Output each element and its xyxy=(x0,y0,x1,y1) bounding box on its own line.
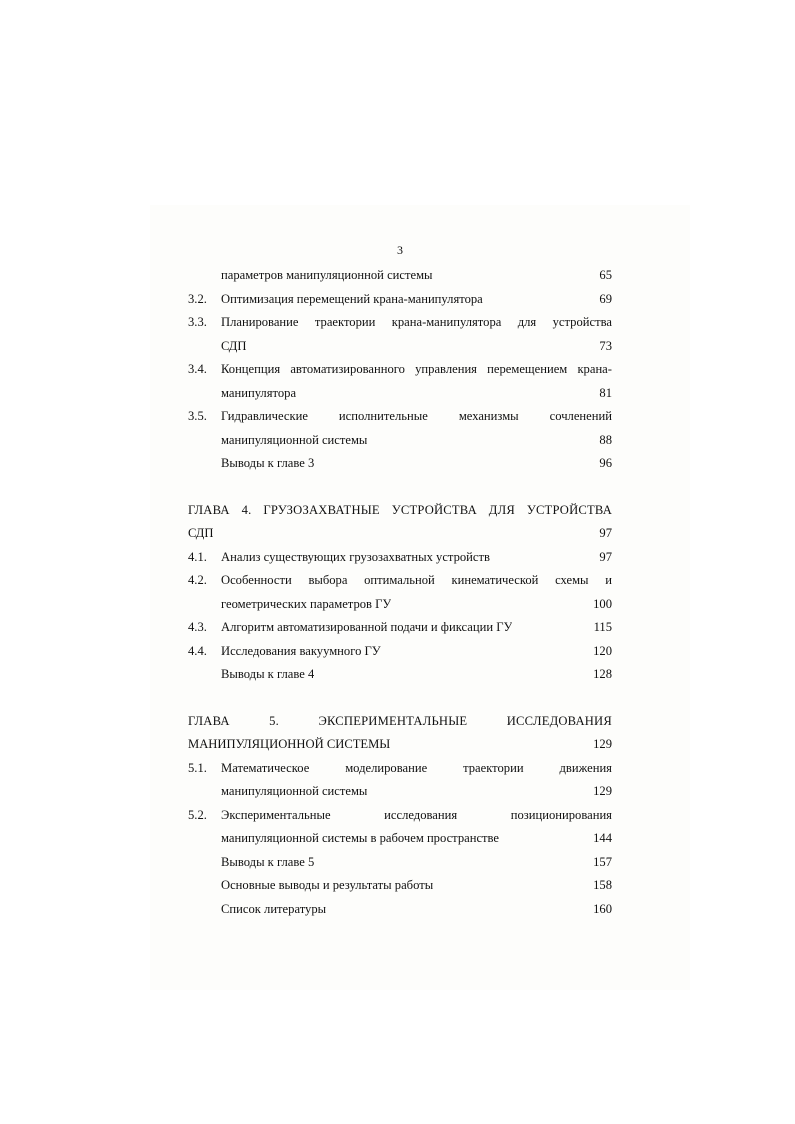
entry-title: Основные выводы и результаты работы xyxy=(221,878,434,892)
entry-title: СДП xyxy=(221,338,247,353)
chapter-heading-continuation[interactable] xyxy=(188,522,612,546)
table-of-contents xyxy=(188,236,612,921)
entry-title: манипулятора xyxy=(221,385,297,400)
toc-entry[interactable] xyxy=(188,358,612,382)
entry-page: 157 xyxy=(593,854,612,869)
entry-title: Исследования вакуумного ГУ xyxy=(221,643,381,658)
entry-title: параметров манипуляционной системы xyxy=(221,268,433,282)
entry-page: 115 xyxy=(593,620,612,634)
chapter-title: ГЛАВА 5. ЭКСПЕРИМЕНТАЛЬНЫЕ ИССЛЕДОВАНИЯ xyxy=(188,713,612,728)
chapter-title: МАНИПУЛЯЦИОННОЙ СИСТЕМЫ xyxy=(188,737,391,751)
entry-title: Концепция автоматизированного управления перемещением крана- xyxy=(221,362,612,376)
entry-page: 81 xyxy=(599,385,612,400)
entry-title: Особенности выбора оптимальной кинематической схемы и xyxy=(221,573,612,587)
entry-title: Выводы к главе 4 xyxy=(221,667,315,681)
toc-entry[interactable] xyxy=(188,804,612,828)
entry-page: 97 xyxy=(599,549,612,564)
entry-page: 65 xyxy=(599,268,612,282)
chapter-page: 97 xyxy=(599,526,612,540)
entry-title: Анализ существующих грузозахватных устройств xyxy=(221,549,490,564)
entry-title: манипуляционной системы xyxy=(221,784,368,798)
entry-page: 100 xyxy=(593,596,612,611)
toc-entry-continuation[interactable] xyxy=(188,827,612,851)
toc-entry[interactable] xyxy=(188,311,612,335)
toc-entry[interactable] xyxy=(188,288,612,312)
toc-entry-continuation[interactable] xyxy=(188,593,612,617)
entry-page: 158 xyxy=(593,878,612,892)
entry-title: манипуляционной системы в рабочем пространстве xyxy=(221,831,500,845)
entry-number: 4.2. xyxy=(188,573,207,587)
entry-page: 120 xyxy=(593,643,612,658)
toc-entry-continuation[interactable] xyxy=(188,335,612,359)
toc-section-chapter-3 xyxy=(188,264,612,476)
entry-number: 4.1. xyxy=(188,549,207,564)
entry-title: манипуляционной системы xyxy=(221,432,368,447)
toc-entry[interactable] xyxy=(188,616,612,640)
entry-title: Выводы к главе 5 xyxy=(221,854,315,869)
page-number: 3 xyxy=(397,243,403,257)
toc-entry[interactable] xyxy=(188,663,612,687)
chapter-heading[interactable] xyxy=(188,499,612,523)
entry-title: Оптимизация перемещений крана-манипулятора xyxy=(221,291,483,306)
entry-page: 88 xyxy=(599,432,612,447)
entry-page: 96 xyxy=(599,456,612,470)
entry-number: 3.4. xyxy=(188,362,207,376)
toc-entry[interactable] xyxy=(188,546,612,570)
entry-page: 129 xyxy=(593,784,612,798)
toc-entry[interactable] xyxy=(188,569,612,593)
toc-entry[interactable] xyxy=(188,640,612,664)
entry-page: 73 xyxy=(599,338,612,353)
chapter-title: ГЛАВА 4. ГРУЗОЗАХВАТНЫЕ УСТРОЙСТВА ДЛЯ УСТРОЙСТВА xyxy=(188,502,612,517)
entry-page: 69 xyxy=(599,291,612,306)
chapter-heading[interactable] xyxy=(188,710,612,734)
entry-title: Список литературы xyxy=(221,901,327,916)
entry-page: 160 xyxy=(593,901,612,916)
toc-section-chapter-5 xyxy=(188,710,612,922)
entry-title: Экспериментальные исследования позиционирования xyxy=(221,807,612,822)
entry-title: геометрических параметров ГУ xyxy=(221,596,392,611)
toc-entry-continuation[interactable] xyxy=(188,780,612,804)
toc-entry-continuation[interactable] xyxy=(188,429,612,453)
entry-number: 4.4. xyxy=(188,643,207,658)
entry-number: 5.2. xyxy=(188,807,207,822)
entry-title: Выводы к главе 3 xyxy=(221,456,315,470)
entry-title: Гидравлические исполнительные механизмы сочленений xyxy=(221,409,612,423)
chapter-heading-continuation[interactable] xyxy=(188,733,612,757)
entry-title: Математическое моделирование траектории движения xyxy=(221,760,612,775)
entry-number: 5.1. xyxy=(188,760,207,775)
entry-title: Алгоритм автоматизированной подачи и фиксации ГУ xyxy=(221,620,513,634)
toc-entry[interactable] xyxy=(188,452,612,476)
toc-entry[interactable] xyxy=(188,405,612,429)
entry-number: 4.3. xyxy=(188,620,207,634)
toc-entry[interactable] xyxy=(188,898,612,922)
toc-section-chapter-4 xyxy=(188,499,612,687)
entry-page: 144 xyxy=(593,831,612,845)
chapter-title: СДП xyxy=(188,526,214,540)
toc-entry[interactable] xyxy=(188,874,612,898)
toc-entry[interactable] xyxy=(188,264,612,288)
toc-entry[interactable] xyxy=(188,851,612,875)
entry-page: 128 xyxy=(593,667,612,681)
entry-number: 3.5. xyxy=(188,409,207,423)
entry-number: 3.3. xyxy=(188,315,207,329)
toc-entry[interactable] xyxy=(188,757,612,781)
toc-entry-continuation[interactable] xyxy=(188,382,612,406)
entry-title: Планирование траектории крана-манипулятора для устройства xyxy=(221,315,612,329)
entry-number: 3.2. xyxy=(188,291,207,306)
chapter-page: 129 xyxy=(593,737,612,751)
